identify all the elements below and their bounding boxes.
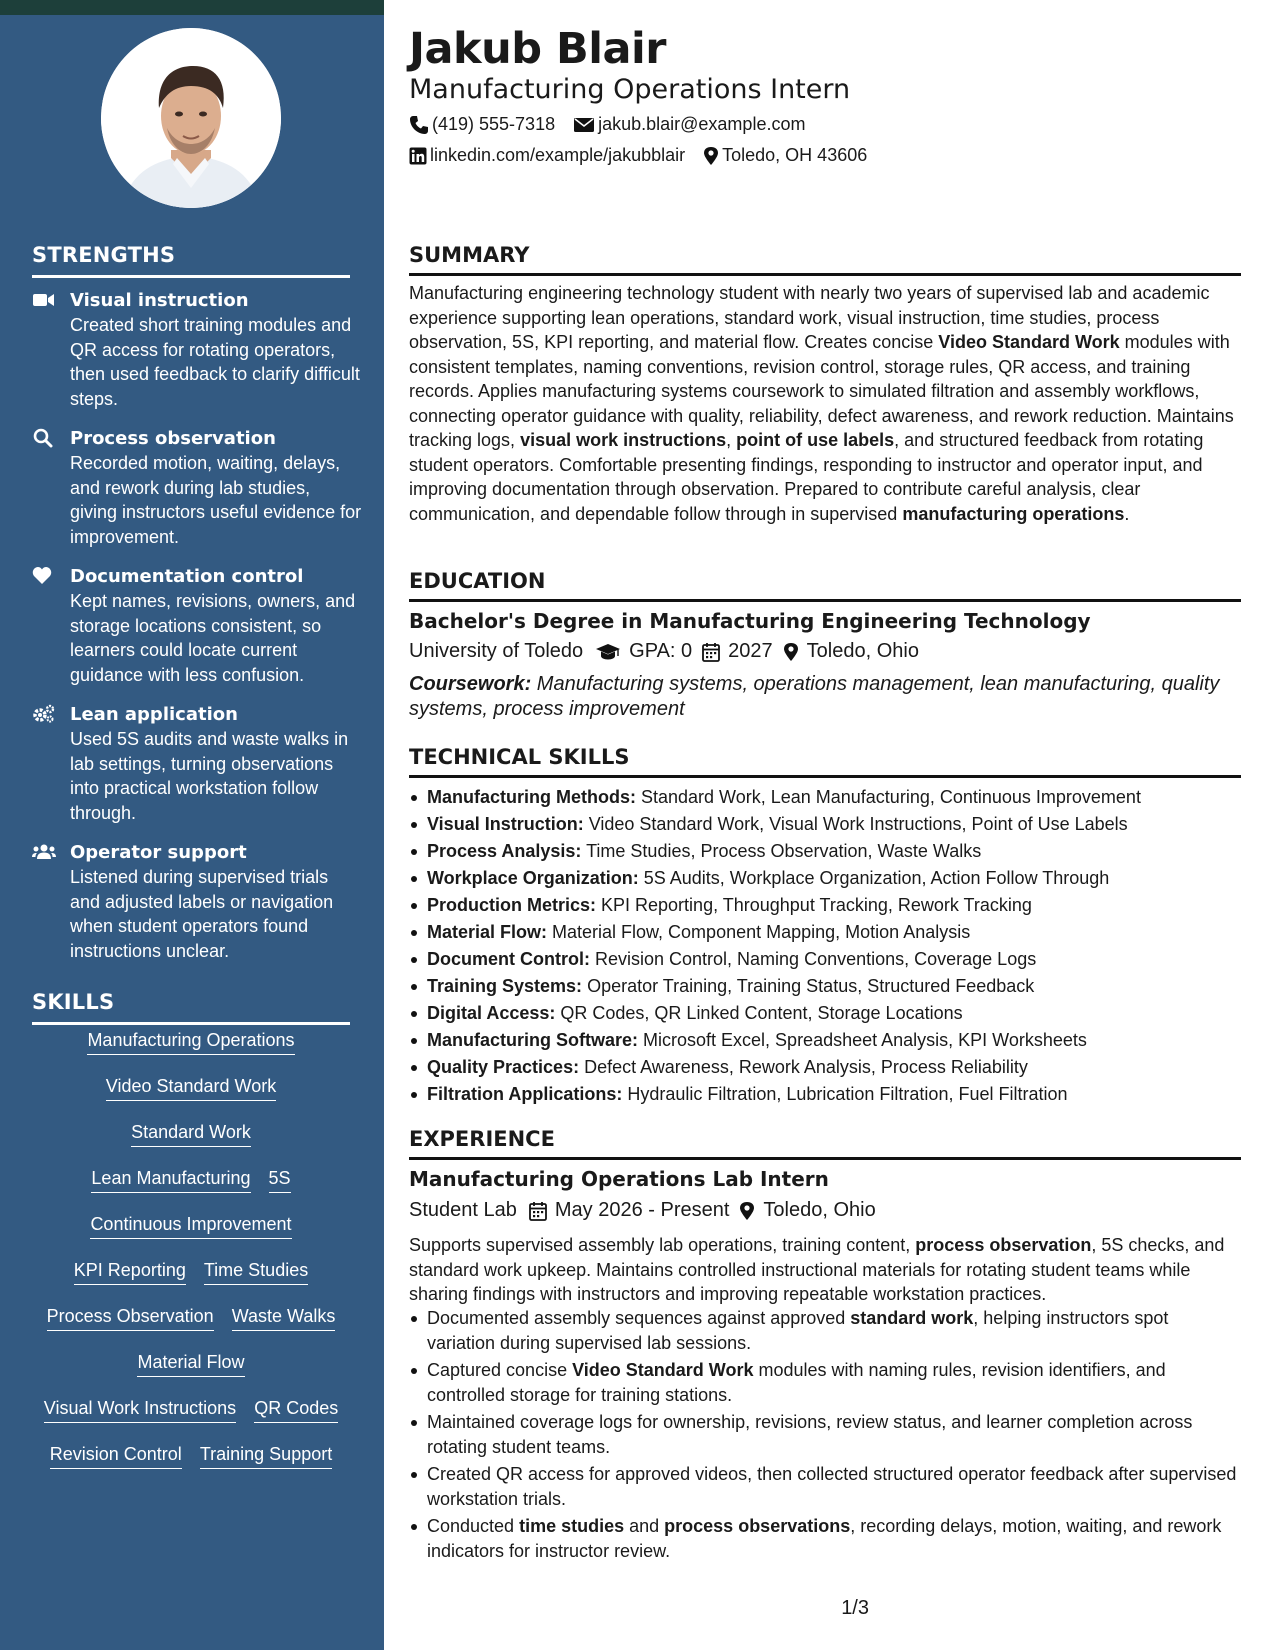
job-bullets (409, 1306, 1241, 1566)
skill-category: Manufacturing Methods: (427, 787, 636, 807)
text-run: Supports supervised assembly lab operations, training content, (409, 1235, 916, 1255)
technical-skill-item (409, 1027, 1241, 1054)
strength-item (32, 702, 362, 825)
emphasis-text: standard work (850, 1308, 974, 1328)
strengths-heading: STRENGTHS (32, 243, 350, 278)
technical-skills-heading: TECHNICAL SKILLS (409, 745, 1241, 778)
job-summary (409, 1233, 1241, 1307)
sidebar-top-bar (0, 0, 384, 15)
job-role: Manufacturing Operations Lab Intern (409, 1167, 829, 1191)
skill-row (32, 1212, 350, 1239)
calendar-icon (529, 1201, 547, 1221)
job-bullet (409, 1514, 1241, 1563)
strength-title: Process observation (70, 428, 276, 449)
emphasis-text: Video Standard Work (938, 332, 1120, 352)
skill-values: Time Studies, Process Observation, Waste Walks (581, 841, 982, 861)
envelope-icon (573, 116, 595, 134)
skill-category: Document Control: (427, 949, 590, 969)
sidebar (0, 0, 384, 1650)
graduation-cap-icon (595, 643, 621, 661)
phone-item (409, 114, 555, 135)
technical-skill-item (409, 892, 1241, 919)
strength-item (32, 288, 362, 411)
skill-tag: Visual Work Instructions (44, 1396, 236, 1423)
email-item[interactable] (573, 114, 805, 135)
text-run: , 5S checks, and standard work upkeep. Maintains controlled instructional materials for rotating student teams while sharing findings with instructors and improving repeatable workstation practices. (409, 1235, 1225, 1304)
skill-tag: Continuous Improvement (90, 1212, 291, 1239)
experience-meta (409, 1199, 876, 1222)
technical-skills-list (409, 784, 1241, 1108)
strength-title: Visual instruction (70, 290, 249, 311)
emphasis-text: process observation (915, 1235, 1092, 1255)
text-run: , (726, 430, 737, 450)
text-run: , and structured feedback from rotating student operators. Comfortable presenting findings, responding to instructor and operator input, and improving documentation through observation. Prepared to contribute careful analysis, clear communication, and dependable follow through in supervised (409, 430, 1204, 524)
text-run: modules with naming rules, revision identifiers, and controlled storage for training stations. (427, 1360, 1166, 1405)
linkedin-text[interactable]: linkedin.com/example/jakubblair (430, 145, 686, 165)
graduation-year: 2027 (728, 640, 773, 662)
skill-values: Standard Work, Lean Manufacturing, Continuous Improvement (636, 787, 1141, 807)
education-heading: EDUCATION (409, 569, 1241, 602)
skill-category: Workplace Organization: (427, 868, 639, 888)
text-run: Maintained coverage logs for ownership, revisions, review status, and learner completion across rotating student teams. (427, 1412, 1193, 1457)
gears-icon (32, 704, 56, 724)
strength-title: Documentation control (70, 566, 304, 587)
emphasis-text: visual work instructions (520, 430, 727, 450)
text-run: Documented assembly sequences against approved (427, 1308, 851, 1328)
strength-description: Recorded motion, waiting, delays, and rework during lab studies, giving instructors useful evidence for improvement. (70, 453, 362, 547)
job-bullet (409, 1410, 1241, 1459)
strength-title: Operator support (70, 842, 247, 863)
text-run: . (1124, 503, 1130, 524)
phone-text: (419) 555-7318 (432, 114, 556, 134)
linkedin-item[interactable] (409, 145, 685, 166)
text-run: modules with consistent templates, naming conventions, revision control, storage rules, QR access, and training records. Applies manufacturing systems coursework to simulated filtration and assembly workflows, connecting operator guidance with quality, reliability, defect awareness, and rework reduction. Maintains tracking logs, (409, 332, 1234, 450)
emphasis-text: process observations (664, 1516, 851, 1536)
contact-line (409, 114, 823, 135)
skill-tag: Material Flow (137, 1350, 244, 1377)
text-run: Captured concise (427, 1360, 573, 1380)
skill-category: Manufacturing Software: (427, 1030, 639, 1050)
job-dates: May 2026 - Present (554, 1199, 730, 1221)
summary-text (409, 281, 1241, 526)
contact-line (409, 145, 885, 166)
skill-category: Production Metrics: (427, 895, 597, 915)
heart-icon (32, 566, 56, 586)
degree-title: Bachelor's Degree in Manufacturing Engineering Technology (409, 609, 1091, 633)
technical-skill-item (409, 1081, 1241, 1108)
skill-tag: QR Codes (254, 1396, 338, 1423)
linkedin-icon (409, 147, 427, 165)
skill-row (32, 1258, 350, 1285)
technical-skill-item (409, 919, 1241, 946)
job-location: Toledo, Ohio (763, 1199, 876, 1221)
text-run: , helping instructors spot variation during supervised lab sessions. (427, 1308, 1169, 1353)
skill-tag: Revision Control (50, 1442, 182, 1469)
skill-values: Revision Control, Naming Conventions, Coverage Logs (589, 949, 1037, 969)
strength-item (32, 426, 362, 549)
skill-category: Visual Instruction: (427, 814, 584, 834)
skill-row (32, 1350, 350, 1377)
text-run: Created QR access for approved videos, then collected structured operator feedback after supervised workstation trials. (427, 1464, 1237, 1509)
skill-category: Filtration Applications: (427, 1084, 623, 1104)
technical-skill-item (409, 865, 1241, 892)
skill-category: Training Systems: (427, 976, 583, 996)
experience-heading: EXPERIENCE (409, 1127, 1241, 1160)
summary-heading: SUMMARY (409, 243, 1241, 276)
skill-tag: Waste Walks (232, 1304, 336, 1331)
skill-category: Quality Practices: (427, 1057, 580, 1077)
map-pin-icon (783, 642, 799, 662)
skill-row (32, 1166, 350, 1193)
skill-row (32, 1074, 350, 1101)
emphasis-text: manufacturing operations (902, 503, 1125, 524)
strength-description: Listened during supervised trials and adjusted labels or navigation when student operators found instructions unclear. (70, 867, 334, 961)
strength-description: Used 5S audits and waste walks in lab settings, turning observations into practical workstation follow through. (70, 729, 349, 823)
emphasis-text: time studies (519, 1516, 625, 1536)
coursework-text: Manufacturing systems, operations management, lean manufacturing, quality systems, process improvement (409, 673, 1220, 720)
skill-row (32, 1120, 350, 1147)
job-bullet (409, 1462, 1241, 1511)
skill-tag: Video Standard Work (106, 1074, 276, 1101)
technical-skill-item (409, 784, 1241, 811)
users-icon (32, 842, 56, 862)
skill-category: Material Flow: (427, 922, 548, 942)
avatar (101, 28, 281, 208)
skill-row (32, 1028, 350, 1055)
skill-values: QR Codes, QR Linked Content, Storage Locations (555, 1003, 963, 1023)
education-location: Toledo, Ohio (806, 640, 919, 662)
skill-values: Operator Training, Training Status, Structured Feedback (582, 976, 1035, 996)
location-item (703, 145, 867, 166)
skills-tags (32, 1028, 350, 1488)
text-run: Manufacturing engineering technology student with nearly two years of supervised lab and academic experience supporting lean operations, standard work, visual instruction, time studies, process observation, 5S, KPI reporting, and material flow. Creates concise (409, 283, 1210, 352)
education-meta (409, 640, 919, 663)
skill-values: KPI Reporting, Throughput Tracking, Rework Tracking (596, 895, 1032, 915)
technical-skill-item (409, 838, 1241, 865)
map-pin-icon (739, 1201, 755, 1221)
skill-row (32, 1442, 350, 1469)
strength-item (32, 840, 362, 963)
page-number: 1/3 (841, 1597, 869, 1619)
skill-row (32, 1304, 350, 1331)
text-run: and (624, 1516, 665, 1536)
technical-skill-item (409, 811, 1241, 838)
strengths-list (32, 288, 362, 978)
skill-category: Digital Access: (427, 1003, 556, 1023)
skill-values: Hydraulic Filtration, Lubrication Filtration, Fuel Filtration (622, 1084, 1068, 1104)
gpa-text: GPA: 0 (629, 640, 693, 662)
skill-values: Defect Awareness, Rework Analysis, Process Reliability (579, 1057, 1028, 1077)
skill-tag: Process Observation (47, 1304, 214, 1331)
emphasis-text: Video Standard Work (572, 1360, 754, 1380)
coursework-label: Coursework: (409, 673, 532, 695)
technical-skill-item (409, 1054, 1241, 1081)
skill-tag: Time Studies (204, 1258, 308, 1285)
skill-tag: Manufacturing Operations (87, 1028, 294, 1055)
skill-tag: Standard Work (131, 1120, 251, 1147)
skill-values: Microsoft Excel, Spreadsheet Analysis, KPI Worksheets (638, 1030, 1087, 1050)
technical-skill-item (409, 1000, 1241, 1027)
search-icon (32, 428, 56, 448)
calendar-icon (702, 642, 720, 662)
email-text[interactable]: jakub.blair@example.com (598, 114, 806, 134)
strength-item (32, 564, 362, 687)
candidate-title: Manufacturing Operations Intern (409, 74, 851, 105)
skill-row (32, 1396, 350, 1423)
location-text: Toledo, OH 43606 (722, 145, 868, 165)
phone-icon (409, 115, 429, 135)
video-camera-icon (32, 290, 56, 310)
candidate-name: Jakub Blair (409, 24, 666, 74)
technical-skill-item (409, 973, 1241, 1000)
coursework (409, 672, 1241, 721)
skill-category: Process Analysis: (427, 841, 582, 861)
skill-tag: Training Support (200, 1442, 332, 1469)
job-bullet (409, 1306, 1241, 1355)
skill-tag: KPI Reporting (74, 1258, 186, 1285)
map-pin-icon (703, 146, 719, 166)
job-bullet (409, 1358, 1241, 1407)
strength-description: Created short training modules and QR access for rotating operators, then used feedback to clarify difficult steps. (70, 315, 360, 409)
strength-description: Kept names, revisions, owners, and storage locations consistent, so learners could locate current guidance with less confusion. (70, 591, 356, 685)
skill-tag: Lean Manufacturing (91, 1166, 250, 1193)
skills-heading: SKILLS (32, 990, 350, 1025)
strength-title: Lean application (70, 704, 238, 725)
skill-values: 5S Audits, Workplace Organization, Action Follow Through (638, 868, 1110, 888)
skill-tag: 5S (269, 1166, 291, 1193)
technical-skill-item (409, 946, 1241, 973)
text-run: , recording delays, motion, waiting, and rework indicators for instructor review. (427, 1516, 1222, 1561)
school-name: University of Toledo (409, 640, 584, 662)
skill-values: Material Flow, Component Mapping, Motion Analysis (547, 922, 971, 942)
skill-values: Video Standard Work, Visual Work Instructions, Point of Use Labels (583, 814, 1128, 834)
text-run: Conducted (427, 1516, 520, 1536)
emphasis-text: point of use labels (736, 430, 895, 450)
organization-name: Student Lab (409, 1199, 517, 1221)
